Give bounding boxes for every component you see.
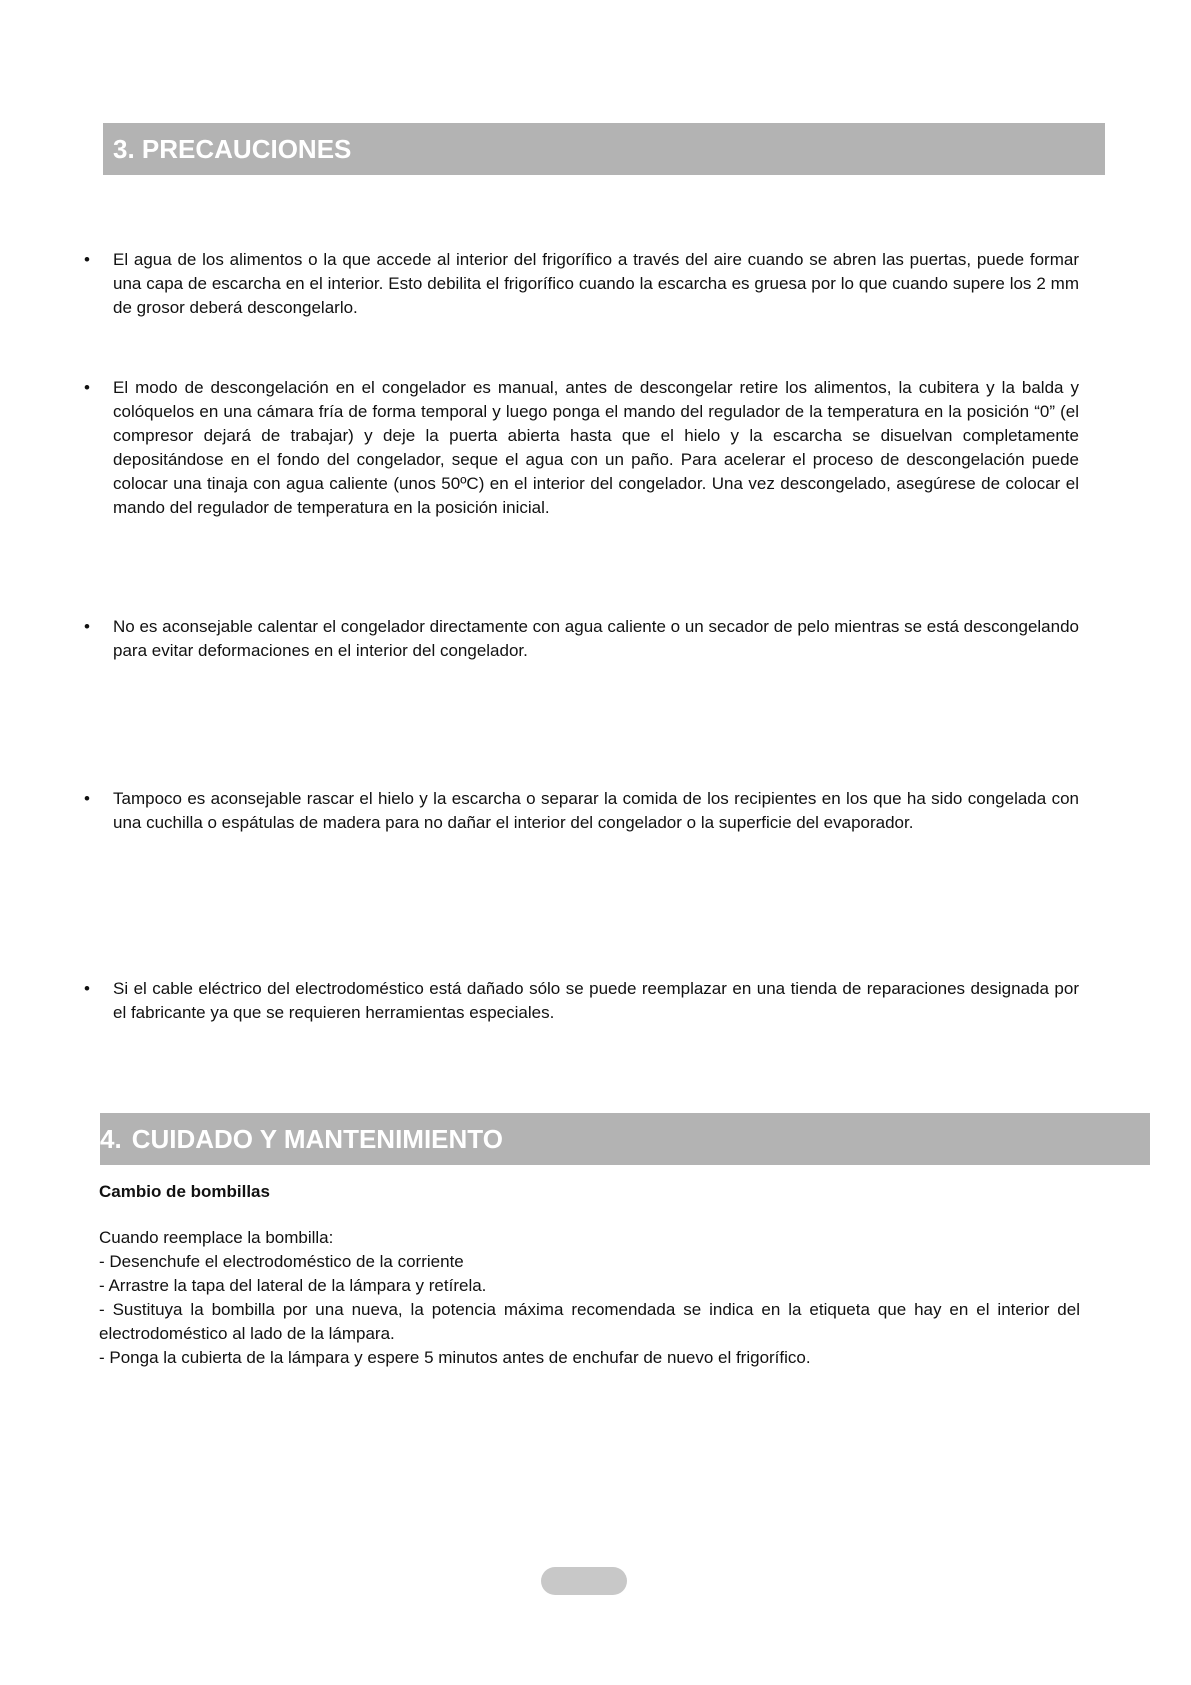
- section-4-number: 4.: [100, 1124, 122, 1154]
- section-4-header: [100, 1113, 1150, 1165]
- section-3-title: 3. PRECAUCIONES: [113, 134, 352, 164]
- bullet-icon: •: [84, 979, 90, 998]
- bullet-text: El agua de los alimentos o la que accede al interior del frigorífico a través del aire cuando se abren las puertas, puede formar una capa de escarcha en el interior. Esto debilita el frigorífico cuando la escarcha es gruesa por lo que cuando supere los 2 mm de grosor deberá descongelarlo.: [113, 250, 1079, 317]
- section-4-title: CUIDADO Y MANTENIMIENTO: [131, 1124, 503, 1154]
- bullet-icon: •: [84, 789, 90, 808]
- bullet-icon: •: [84, 617, 90, 636]
- list-item: - Sustituya la bombilla por una nueva, la potencia máxima recomendada se indica en la etiqueta que hay en el interior del electrodoméstico al lado de la lámpara.: [99, 1300, 1080, 1343]
- bullet-text: Si el cable eléctrico del electrodoméstico está dañado sólo se puede reemplazar en una tienda de reparaciones designada por el fabricante ya que se requieren herramientas especiales.: [113, 979, 1079, 1022]
- list-item: - Ponga la cubierta de la lámpara y espere 5 minutos antes de enchufar de nuevo el frigorífico.: [99, 1348, 811, 1367]
- bullet-icon: •: [84, 250, 90, 269]
- list-item: Cuando reemplace la bombilla:: [99, 1228, 334, 1247]
- list-item: - Desenchufe el electrodoméstico de la corriente: [99, 1252, 464, 1271]
- bulb-replacement-steps: [99, 1226, 1080, 1370]
- bullet-text: El modo de descongelación en el congelador es manual, antes de descongelar retire los alimentos, la cubitera y la balda y colóquelos en una cámara fría de forma temporal y luego ponga el mando del regulador de la temperatura en la posición “0” (el compresor dejará de trabajar) y deje la puerta abierta hasta que el hielo y la escarcha se disuelvan completamente depositándose en el fondo del congelador, seque el agua con un paño. Para acelerar el proceso de descongelación puede colocar una tinaja con agua caliente (unos 50ºC) en el interior del congelador. Una vez descongelado, asegúrese de colocar el mando del regulador de temperatura en la posición inicial.: [113, 378, 1079, 517]
- list-item: - Arrastre la tapa del lateral de la lámpara y retírela.: [99, 1276, 487, 1295]
- bullet-text: No es aconsejable calentar el congelador directamente con agua caliente o un secador de pelo mientras se está descongelando para evitar deformaciones en el interior del congelador.: [113, 617, 1079, 660]
- bullet-icon: •: [84, 378, 90, 397]
- bullet-text: Tampoco es aconsejable rascar el hielo y la escarcha o separar la comida de los recipientes en los que ha sido congelada con una cuchilla o espátulas de madera para no dañar el interior del congelador o la superficie del evaporador.: [113, 789, 1079, 832]
- subsection-title: Cambio de bombillas: [99, 1182, 270, 1201]
- page-number-badge: [541, 1567, 627, 1595]
- section-3-header: [103, 123, 1105, 175]
